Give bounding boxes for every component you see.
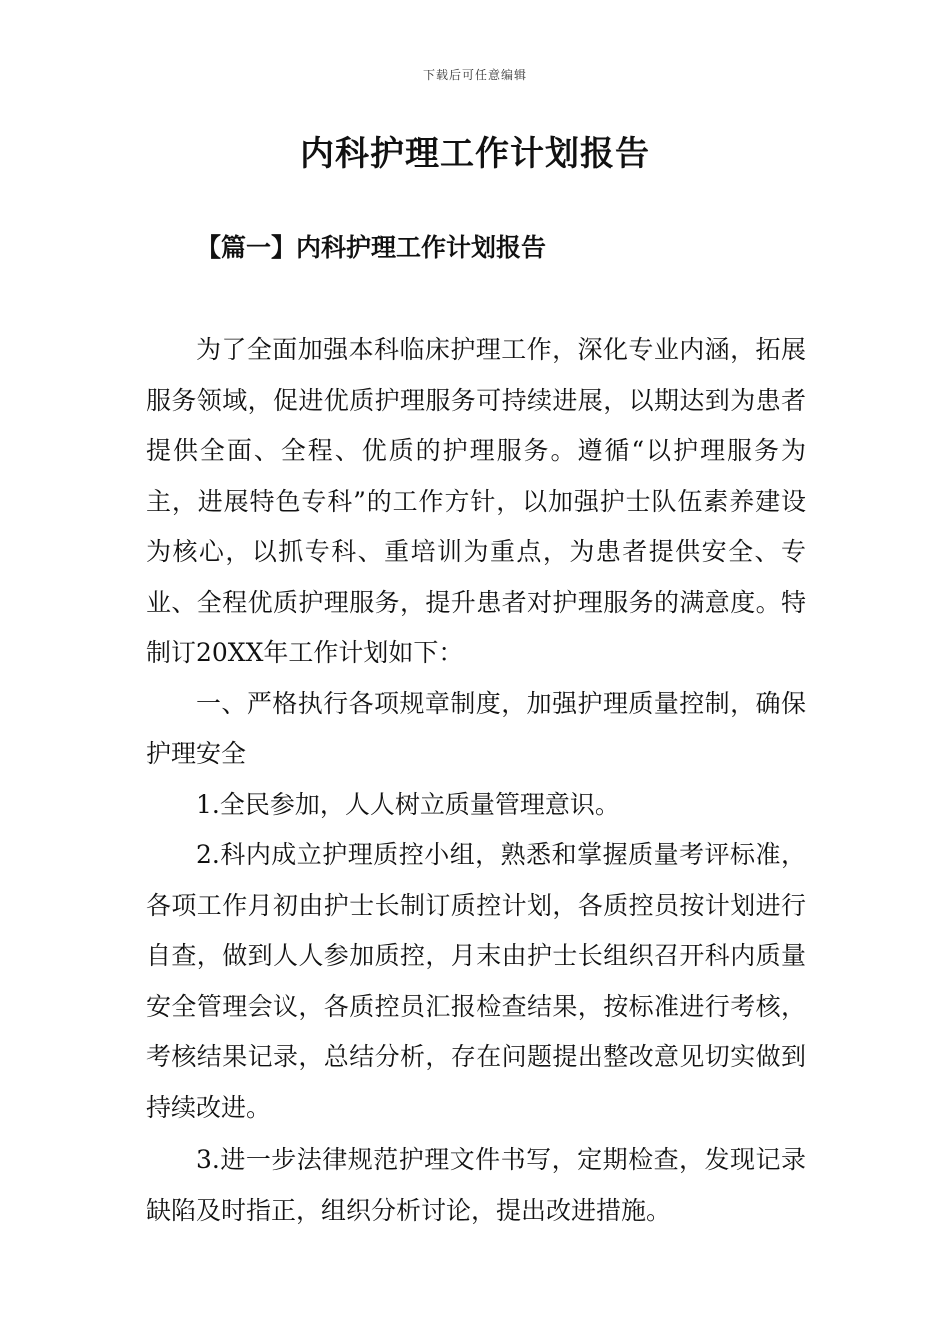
document-title: 内科护理工作计划报告 <box>300 134 650 174</box>
header-note: 下载后可任意编辑 <box>422 68 527 82</box>
section-heading: 【篇一】内科护理工作计划报告 <box>196 233 547 262</box>
item-heading-one: 一、严格执行各项规章制度，加强护理质量控制，确保护理安全 <box>146 688 806 768</box>
intro-paragraph: 为了全面加强本科临床护理工作，深化专业内涵，拓展服务领域，促进优质护理服务可持续进展，以期达到为患者提供全面、全程、优质的护理服务。遵循“以护理服务为主，进展特色专科”的工作方针，以加强护士队伍素养建设为核心，以抓专科、重培训为重点，为患者提供安全、专业、全程优质护理服务，提升患者对护理服务的满意度。特制订20XX年工作计划如下： <box>146 335 806 667</box>
list-item-1: 1.全民参加，人人树立质量管理意识。 <box>196 789 620 819</box>
list-item-3: 3.进一步法律规范护理文件书写，定期检查，发现记录缺陷及时指正，组织分析讨论，提出改进措施。 <box>146 1145 806 1225</box>
list-item-2: 2.科内成立护理质控小组，熟悉和掌握质量考评标准，各项工作月初由护士长制订质控计划，各质控员按计划进行自查，做到人人参加质控，月末由护士长组织召开科内质量安全管理会议，各质控员汇报检查结果，按标准进行考核，考核结果记录，总结分析，存在问题提出整改意见切实做到持续改进。 <box>146 840 806 1122</box>
body-text <box>146 325 806 1236</box>
